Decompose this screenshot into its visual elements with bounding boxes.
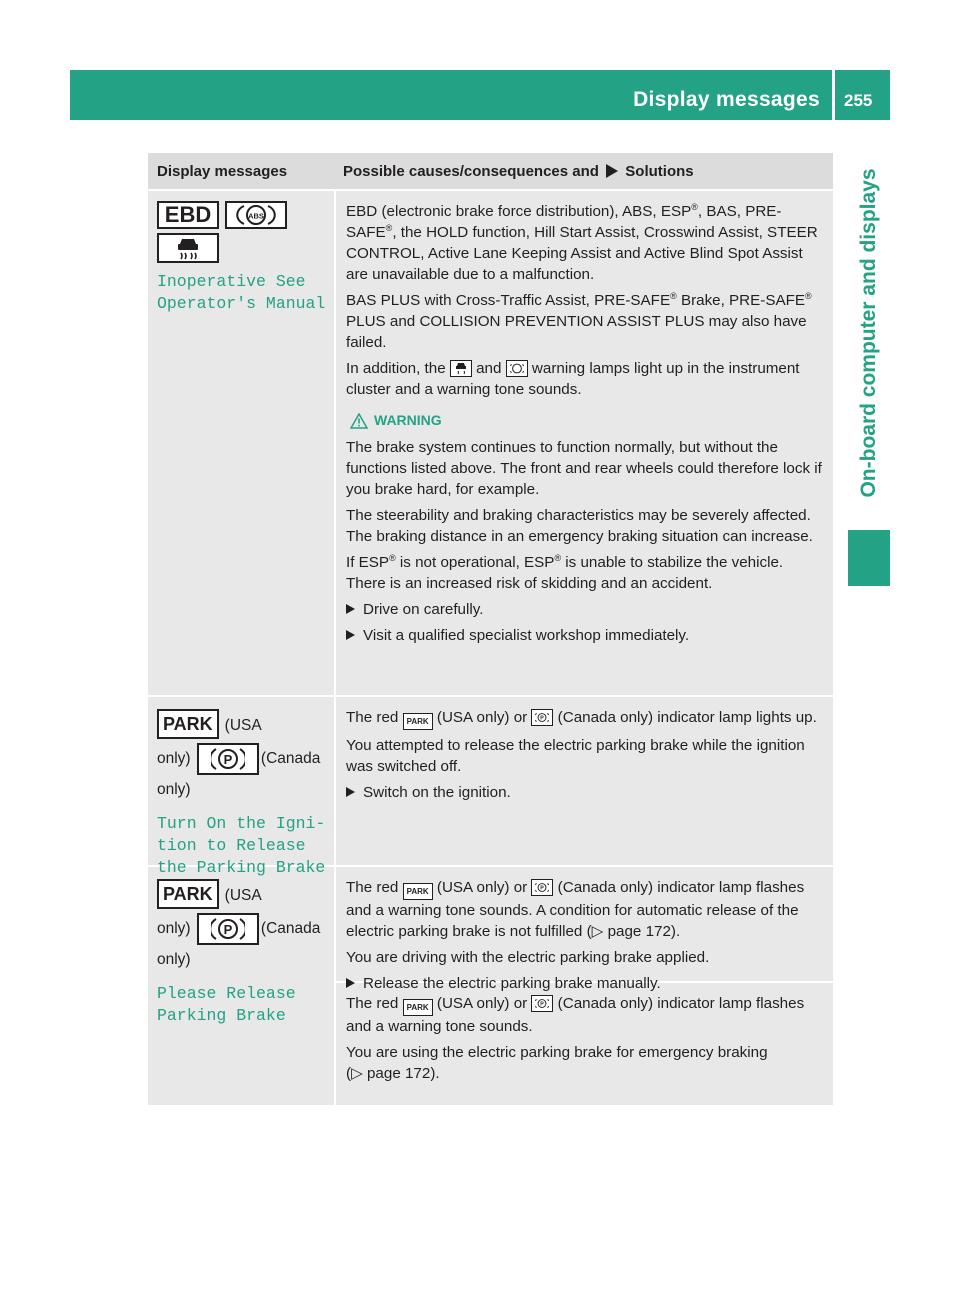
action-step: Release the electric parking brake manually.: [346, 973, 826, 994]
park-icon: PARK: [157, 709, 219, 739]
action-step: Drive on carefully.: [346, 599, 826, 620]
arrow-right-icon: [346, 787, 355, 797]
page-ref-icon: ▷: [591, 923, 604, 940]
paragraph: The brake system continues to function normally, but without the functions listed above. The front and rear wheels could therefore lock if you brake hard, for example.: [346, 439, 822, 498]
table-row: [148, 865, 833, 1105]
arrow-right-icon: [346, 978, 355, 988]
display-message-text: Inoperative See Operator's Manual: [157, 272, 326, 313]
section-side-tab: [848, 145, 890, 520]
paragraph: If ESP® is not operational, ESP® is unable to stabilize the vehicle. There is an increased risk of skidding and an accident.: [346, 552, 784, 592]
abs-icon: [225, 201, 287, 229]
svg-text:P: P: [540, 1001, 545, 1008]
ebd-icon: EBD: [157, 201, 219, 229]
indicator-icons: PARK (USA only) P (Canada only): [157, 709, 334, 805]
table-header: [148, 153, 833, 189]
paragraph: You are driving with the electric parking brake applied.: [346, 949, 710, 966]
side-tab-marker: [848, 530, 890, 586]
col-header-solutions: Possible causes/consequences and Solutions: [343, 163, 694, 180]
park-icon: PARK: [157, 879, 219, 909]
page-number: 255: [844, 91, 873, 110]
display-messages-table: [148, 153, 833, 1105]
svg-text:P: P: [223, 752, 233, 767]
parking-brake-icon: [531, 995, 553, 1012]
solutions-cell: [334, 867, 833, 1105]
solutions-cell: [334, 191, 833, 695]
header-bar: [70, 70, 832, 120]
solution-block: [336, 191, 833, 658]
display-message-text: Turn On the Igni‐ tion to Release the Parking Brake: [157, 814, 326, 877]
page-ref-icon: ▷: [351, 1065, 363, 1082]
parking-brake-icon: [197, 913, 259, 945]
paragraph: The red PARK (USA only) or P (Canada only) indicator lamp flashes and a warning tone sounds. A condition for automatic release of the electric parking brake is not fulfilled (▷ page 172).: [346, 879, 805, 940]
svg-text:ABS: ABS: [248, 211, 264, 221]
message-cell: [148, 191, 334, 695]
solution-block: [336, 981, 833, 1096]
park-icon: PARK: [403, 883, 433, 900]
col-header-messages: Display messages: [157, 163, 288, 180]
paragraph: The steerability and braking characteristics may be severely affected. The braking distance in an emergency braking situation can increase.: [346, 507, 813, 545]
paragraph: You attempted to release the electric parking brake while the ignition was switched off.: [346, 737, 805, 775]
action-step: Visit a qualified specialist workshop immediately.: [346, 625, 826, 646]
park-icon: PARK: [403, 713, 433, 730]
warning-icons: [157, 201, 334, 267]
message-cell: [148, 867, 334, 1105]
arrow-right-icon: [606, 164, 618, 178]
parking-brake-icon: [197, 743, 259, 775]
paragraph: BAS PLUS with Cross-Traffic Assist, PRE-SAFE® Brake, PRE-SAFE® PLUS and COLLISION PREVENTION ASSIST PLUS may also have failed.: [346, 290, 812, 351]
esp-skid-icon: [157, 233, 219, 263]
arrow-right-icon: [346, 604, 355, 614]
arrow-right-icon: [346, 630, 355, 640]
abs-icon: [506, 360, 528, 377]
page-number-box: [835, 70, 890, 120]
paragraph: The red PARK (USA only) or P (Canada only) indicator lamp flashes and a warning tone sounds.: [346, 995, 805, 1035]
paragraph: The red PARK (USA only) or P (Canada only) indicator lamp lights up.: [346, 707, 826, 730]
page-title: Display messages: [633, 88, 820, 111]
message-cell: [148, 697, 334, 877]
solutions-cell: [334, 697, 833, 865]
solution-block: [336, 867, 833, 992]
parking-brake-icon: [531, 709, 553, 726]
paragraph: In addition, the and warning lamps light up in the instrument cluster and a warning tone sounds.: [346, 360, 800, 398]
park-icon: PARK: [403, 999, 433, 1016]
svg-text:P: P: [540, 885, 545, 892]
svg-text:P: P: [540, 715, 545, 722]
section-label: On-board computer and displays: [857, 167, 880, 498]
indicator-icons: PARK (USA only) P (Canada only): [157, 879, 334, 975]
parking-brake-icon: [531, 879, 553, 896]
solution-block: [336, 697, 833, 815]
warning-heading: WARNING: [346, 410, 826, 431]
table-row: [148, 189, 833, 695]
warning-triangle-icon: [350, 413, 368, 429]
paragraph: EBD (electronic brake force distribution), ABS, ESP®, BAS, PRE-SAFE®, the HOLD function, Hill Start Assist, Crosswind Assist, STEER CONTROL, Active Lane Keeping Assist and Active Blind Spot Assist are unavailable due to a malfunction.: [346, 201, 818, 283]
esp-skid-icon: [450, 360, 472, 377]
action-step: Switch on the ignition.: [346, 782, 826, 803]
table-row: [148, 695, 833, 877]
paragraph: You are using the electric parking brake for emergency braking (▷ page 172).: [346, 1044, 768, 1082]
display-message-text: Please Release Parking Brake: [157, 984, 296, 1025]
svg-text:P: P: [223, 922, 233, 937]
